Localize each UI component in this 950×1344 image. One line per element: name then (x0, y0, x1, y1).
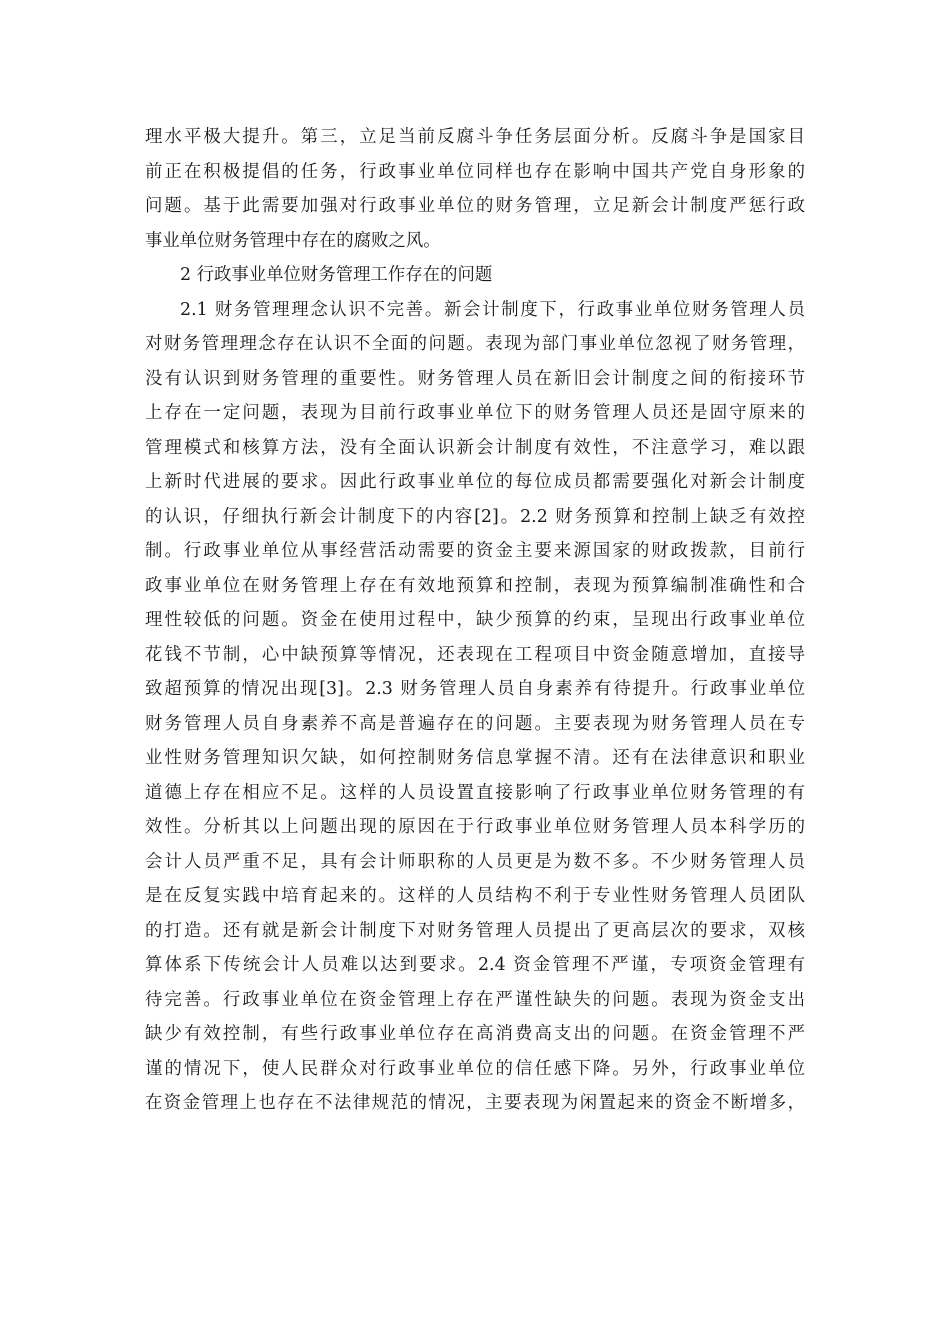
section-heading: 2 行政事业单位财务管理工作存在的问题 (180, 265, 493, 285)
text-line: 缺少有效控制，有些行政事业单位存在高消费高支出的问题。在资金管理不严 (145, 1024, 805, 1044)
text-line: 谨的情况下，使人民群众对行政事业单位的信任感下降。另外，行政事业单位 (145, 1058, 805, 1079)
text-line: 事业单位财务管理中存在的腐败之风。 (145, 230, 441, 251)
text-line: 的认识，仔细执行新会计制度下的内容[2]。2.2 财务预算和控制上缺乏有效控 (145, 506, 805, 527)
text-line: 道德上存在相应不足。这样的人员设置直接影响了行政事业单位财务管理的有 (145, 782, 805, 803)
text-line: 致超预算的情况出现[3]。2.3 财务管理人员自身素养有待提升。行政事业单位 (145, 679, 805, 699)
text-line: 算体系下传统会计人员难以达到要求。2.4 资金管理不严谨，专项资金管理有 (145, 955, 805, 975)
text-line: 政事业单位在财务管理上存在有效地预算和控制，表现为预算编制准确性和合 (145, 575, 805, 596)
text-line: 花钱不节制，心中缺预算等情况，还表现在工程项目中资金随意增加，直接导 (145, 644, 805, 665)
text-line: 管理模式和核算方法，没有全面认识新会计制度有效性，不注意学习，难以跟 (145, 437, 805, 458)
body-text (145, 120, 805, 1121)
text-line: 前正在积极提倡的任务，行政事业单位同样也存在影响中国共产党自身形象的 (145, 161, 805, 182)
text-line: 财务管理人员自身素养不高是普遍存在的问题。主要表现为财务管理人员在专 (145, 713, 805, 734)
text-line: 没有认识到财务管理的重要性。财务管理人员在新旧会计制度之间的衔接环节 (145, 368, 805, 389)
text-line: 效性。分析其以上问题出现的原因在于行政事业单位财务管理人员本科学历的 (145, 817, 805, 837)
text-line: 制。行政事业单位从事经营活动需要的资金主要来源国家的财政拨款，目前行 (145, 541, 805, 561)
text-line: 待完善。行政事业单位在资金管理上存在严谨性缺失的问题。表现为资金支出 (145, 989, 805, 1010)
text-line: 对财务管理理念存在认识不全面的问题。表现为部门事业单位忽视了财务管理， (145, 334, 805, 354)
text-line: 上存在一定问题，表现为目前行政事业单位下的财务管理人员还是固守原来的 (145, 403, 805, 423)
text-line: 业性财务管理知识欠缺，如何控制财务信息掌握不清。还有在法律意识和职业 (145, 748, 805, 768)
text-line: 理水平极大提升。第三，立足当前反腐斗争任务层面分析。反腐斗争是国家目 (145, 127, 805, 147)
text-line: 会计人员严重不足，具有会计师职称的人员更是为数不多。不少财务管理人员 (145, 851, 805, 872)
text-line: 的打造。还有就是新会计制度下对财务管理人员提出了更高层次的要求，双核 (145, 920, 805, 941)
text-line: 2.1 财务管理理念认识不完善。新会计制度下，行政事业单位财务管理人员 (180, 299, 805, 320)
text-line: 问题。基于此需要加强对行政事业单位的财务管理，立足新会计制度严惩行政 (145, 196, 805, 216)
text-line: 理性较低的问题。资金在使用过程中，缺少预算的约束，呈现出行政事业单位 (145, 610, 805, 630)
text-line: 是在反复实践中培育起来的。这样的人员结构不利于专业性财务管理人员团队 (145, 886, 805, 906)
text-line: 上新时代进展的要求。因此行政事业单位的每位成员都需要强化对新会计制度 (145, 472, 805, 492)
text-line: 在资金管理上也存在不法律规范的情况，主要表现为闲置起来的资金不断增多， (145, 1093, 805, 1113)
